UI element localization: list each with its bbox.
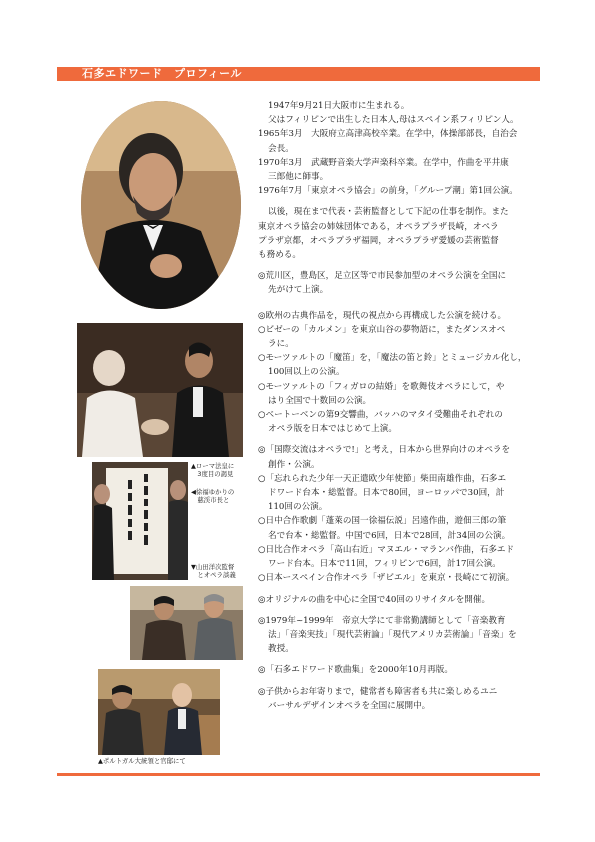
bio-line: ワード台本。日本で11回，フィリピンで6回，計17回公演。 [268, 559, 501, 570]
bio-line: ○モーツァルトの「魔笛」を，「魔法の笛と鈴」とミュージカル化し， [258, 353, 527, 364]
bio-line: ○ベートーベンの第9交響曲，バッハのマタイ受難曲それぞれの [258, 410, 503, 421]
portrait-photo [81, 101, 241, 309]
bio-line: ドワード台本・総監督。日本で80回，ヨーロッパで30回，計 [268, 488, 505, 499]
pope-meeting-photo [77, 323, 243, 457]
bio-line: 父はフィリピンで出生した日本人,母はスペイン系フィリピン人。 [268, 115, 519, 126]
bio-line: ○ビゼーの「カルメン」を東京山谷の夢物語に，またダンスオペ [258, 324, 506, 335]
biography-text [258, 99, 536, 713]
bio-line: 100回以上の公演。 [268, 367, 345, 378]
bio-line: 1970年3月 武蔵野音楽大学声楽科卒業。在学中，作曲を平井康 [258, 157, 509, 168]
bio-line: ○日比合作オペラ「高山右近」マヌエル・マランバ作曲，石多エド [258, 544, 515, 555]
bio-line: 教授。 [268, 644, 294, 655]
bio-line: 1976年7月「東京オペラ協会」の前身，「グループ潮」第1回公演。 [258, 186, 518, 197]
bio-line: バーサルデザインオペラを全国に展開中。 [268, 700, 431, 711]
bio-line: ◎「国際交流はオペラで!」と考え，日本から世界向けのオペラを [258, 445, 511, 456]
xufu-mayor-photo [92, 462, 188, 580]
bio-line: 法」「音楽実技」「現代芸術論」「現代アメリカ芸術論」「音楽」を [268, 629, 517, 640]
bio-line: はり全国で十数回の公演。 [268, 395, 372, 406]
footer-divider [57, 773, 540, 776]
bio-line: ○モーツァルトの「フィガロの結婚」を歌舞伎オペラにして，や [258, 381, 505, 392]
bio-line: 1965年3月 大阪府立高津高校卒業。在学中，体操部部長，自治会 [258, 129, 518, 140]
yamada-director-photo [130, 586, 243, 660]
page-title: 石多エドワード プロフィール [82, 67, 242, 80]
caption-yamada: ▼山田洋次監督 とオペラ談義 [191, 563, 236, 579]
bio-line: ○「忘れられた少年一天正遣欧少年使節」柴田南雄作曲，石多エ [258, 473, 507, 484]
bio-line: 以後，現在まで代表・芸術監督として下記の仕事を制作。また [268, 207, 509, 218]
bio-line: ○日中合作歌劇「蓬萊の国一徐福伝説」呂遠作曲，遊佃三郎の筆 [258, 516, 507, 527]
bio-line: ○日本ースペイン合作オペラ「ザビエル」を東京・長崎にて初演。 [258, 573, 515, 584]
bio-line: ◎荒川区，豊島区，足立区等で市民参加型のオペラ公演を全国に [258, 271, 507, 282]
bio-line: 110回の公演。 [268, 502, 328, 513]
bio-line: ◎オリジナルの曲を中心に全国で40回のリサイタルを開催。 [258, 594, 491, 605]
bio-line: ◎1979年~1999年 帝京大学にて非常勤講師として「音楽教育 [258, 615, 506, 626]
bio-line: ◎子供からお年寄りまで，健常者も障害者も共に楽しめるユニ [258, 686, 498, 697]
bio-line: プラザ京都，オペラプラザ福岡，オペラプラザ愛媛の芸術監督 [258, 235, 499, 246]
bio-line: 創作・公演。 [268, 459, 320, 470]
bio-line: オペラ版を日本ではじめて上演。 [268, 424, 397, 435]
portugal-president-photo [98, 669, 220, 755]
bio-line: ◎欧州の古典作品を，現代の視点から再構成した公演を続ける。 [258, 310, 507, 321]
bio-line: も務める。 [258, 250, 301, 261]
bio-line: 1947年9月21日大阪市に生まれる。 [268, 101, 410, 111]
bio-line: 会長。 [268, 143, 294, 154]
caption-portugal: ▲ポルトガル大統領と官邸にて [98, 757, 186, 765]
bio-line: ◎「石多エドワード歌曲集」を2000年10月再版。 [258, 665, 453, 676]
bio-line: 名で台本・総監督。中国で6回，日本で28回，計34回の公演。 [268, 530, 511, 541]
bio-line: 先がけて上演。 [268, 285, 329, 296]
bio-line: 三郎他に師事。 [268, 172, 329, 183]
caption-pope: ▲ローマ法皇に 3度目の謁見 [191, 462, 235, 478]
caption-xufu: ◀徐福ゆかりの 慈渓市長と [191, 488, 235, 504]
bio-line: ラに。 [268, 339, 294, 350]
bio-line: 東京オペラ協会の姉妹団体である，オペラプラザ長崎，オペラ [258, 221, 499, 232]
